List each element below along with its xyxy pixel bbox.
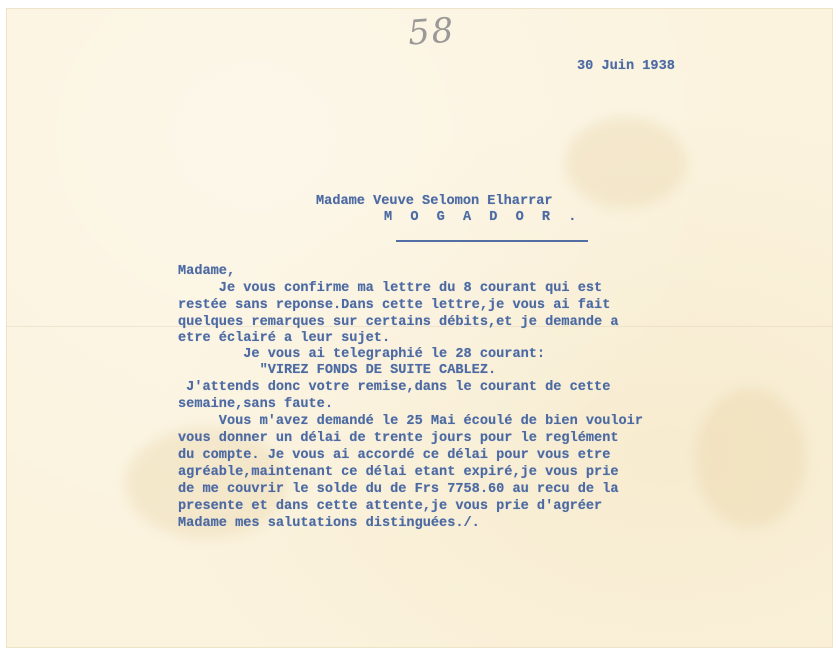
body-line: vous donner un délai de trente jours pour le reglément <box>178 431 619 446</box>
salutation: Madame, <box>178 264 236 279</box>
body-line: etre éclairé a leur sujet. <box>178 331 391 346</box>
body-line: Vous m'avez demandé le 25 Mai écoulé de bien vouloir <box>178 414 643 429</box>
body-line: Je vous confirme ma lettre du 8 courant qui est <box>178 281 603 296</box>
body-line: quelques remarques sur certains débits,et je demande a <box>178 315 619 330</box>
paper-stain <box>566 118 686 208</box>
body-line: agréable,maintenant ce délai etant expiré,je vous prie <box>178 465 619 480</box>
body-line: restée sans reponse.Dans cette lettre,je vous ai fait <box>178 298 611 313</box>
folio-number: 58 <box>406 10 457 54</box>
body-line: du compte. Je vous ai accordé ce délai pour vous etre <box>178 448 611 463</box>
body-line: J'attends donc votre remise,dans le courant de cette <box>178 380 611 395</box>
body-line: semaine,sans faute. <box>178 397 333 412</box>
letter-date: 30 Juin 1938 <box>577 59 675 74</box>
closing-line: Madame mes salutations distinguées./. <box>178 516 480 531</box>
recipient-city: M O G A D O R . <box>384 210 582 225</box>
body-line: Je vous ai telegraphié le 28 courant: <box>178 347 546 362</box>
address-underline <box>396 240 588 242</box>
body-line: presente et dans cette attente,je vous prie d'agréer <box>178 499 603 514</box>
body-line: de me couvrir le solde du de Frs 7758.60 au recu de la <box>178 482 619 497</box>
telegram-quote: "VIREZ FONDS DE SUITE CABLEZ. <box>178 363 497 378</box>
paper-stain <box>696 388 806 528</box>
recipient-name: Madame Veuve Selomon Elharrar <box>316 194 553 209</box>
